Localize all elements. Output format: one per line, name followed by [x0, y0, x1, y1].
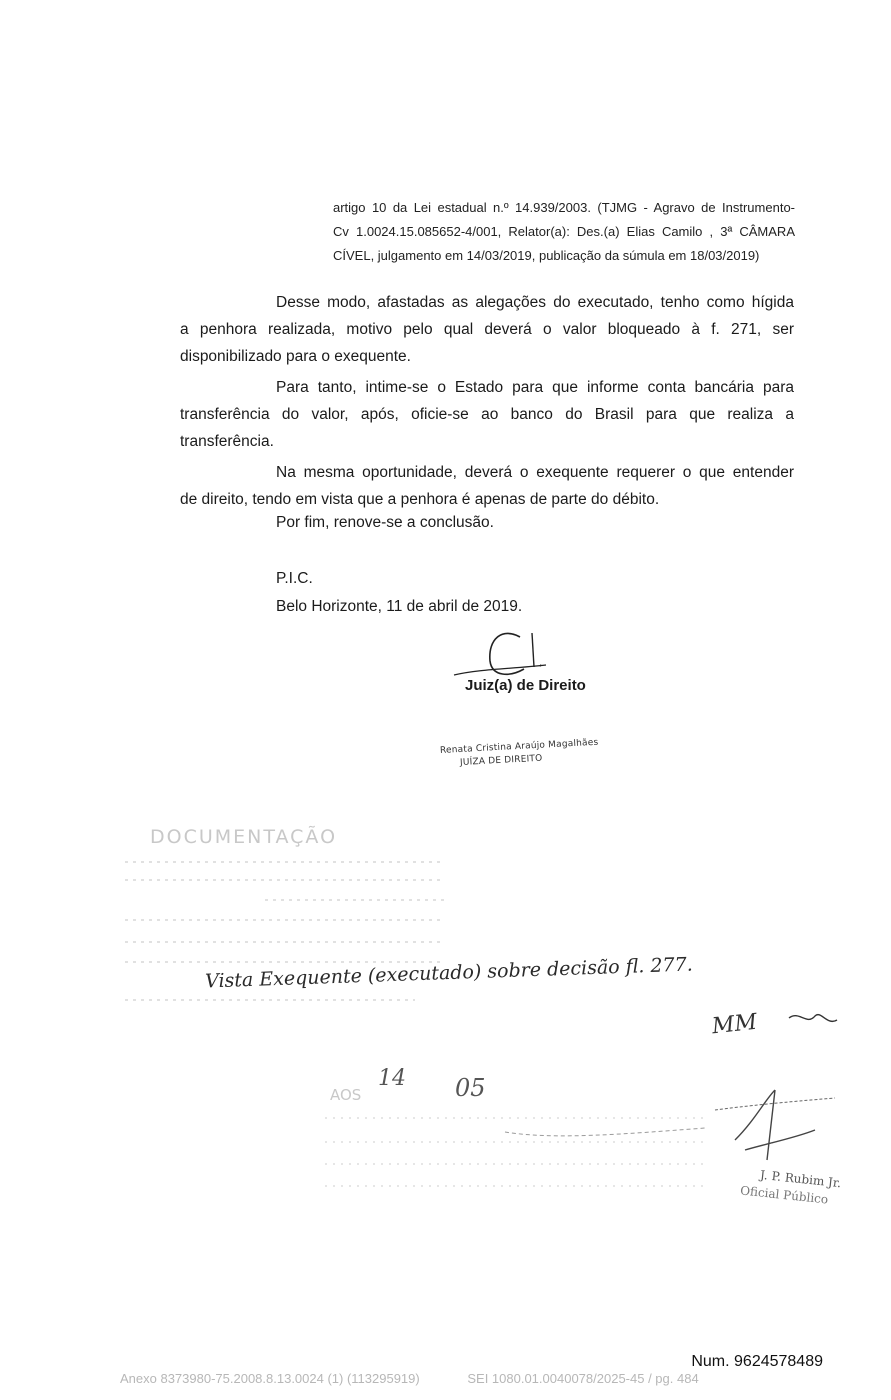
- paragraph-line: Na mesma oportunidade, deverá o exequente requerer o que entender: [276, 464, 794, 481]
- receipt-day: 14: [378, 1066, 406, 1091]
- footer-meta: [120, 1371, 699, 1386]
- handwritten-scribble: [785, 1008, 845, 1038]
- pic-line: P.I.C.: [276, 570, 313, 587]
- footer-sei: SEI 1080.01.0040078/2025-45 / pg. 484: [467, 1371, 699, 1386]
- closing-line: Por fim, renove-se a conclusão.: [276, 514, 494, 531]
- receipt-month: 05: [455, 1074, 486, 1102]
- paragraph-line: Desse modo, afastadas as alegações do executado, tenho como hígida: [276, 294, 794, 311]
- judge-stamp-role: JUÍZA DE DIREITO: [459, 753, 543, 768]
- paragraph-transferencia: [180, 374, 794, 455]
- paragraph-line: disponibilizado para o exequente.: [180, 348, 411, 365]
- paragraph-line: transferência do valor, após, oficie-se ao banco do Brasil para que realiza a: [180, 406, 794, 423]
- handwritten-note: Vista Exequente (executado) sobre decisão fl. 277.: [204, 953, 694, 993]
- paragraph-line: transferência.: [180, 433, 274, 450]
- footer-annex: Anexo 8373980-75.2008.8.13.0024 (1) (113295919): [120, 1371, 420, 1386]
- citation-line: artigo 10 da Lei estadual n.º 14.939/2003. (TJMG - Agravo de Instrumento-: [333, 200, 795, 215]
- place-date: Belo Horizonte, 11 de abril de 2019.: [276, 598, 523, 615]
- paragraph-exequente: [180, 459, 794, 513]
- paragraph-line: Para tanto, intime-se o Estado para que informe conta bancária para: [276, 379, 794, 396]
- receipt-lines: [325, 1100, 745, 1200]
- citation-block: [333, 196, 795, 268]
- handwritten-initials: MM: [710, 1009, 759, 1040]
- receipt-aos-label: AOS: [330, 1086, 362, 1104]
- paragraph-line: de direito, tendo em vista que a penhora é apenas de parte do débito.: [180, 491, 660, 508]
- citation-line: CÍVEL, julgamento em 14/03/2019, publicação da súmula em 18/03/2019): [333, 248, 760, 263]
- officer-stamp-role: Oficial Público: [739, 1183, 829, 1207]
- officer-stamp-name: J. P. Rubim Jr.: [759, 1167, 842, 1191]
- faded-stamp-title: DOCUMENTAÇÃO: [150, 826, 338, 848]
- paragraph-line: a penhora realizada, motivo pelo qual deverá o valor bloqueado à f. 271, ser: [180, 321, 794, 338]
- document-number: Num. 9624578489: [691, 1353, 823, 1370]
- judge-stamp-name: Renata Cristina Araújo Magalhães: [439, 737, 599, 756]
- citation-line: Cv 1.0024.15.085652-4/001, Relator(a): Des.(a) Elias Camilo , 3ª CÂMARA: [333, 224, 795, 239]
- paragraph-penhora: [180, 289, 794, 370]
- judge-title: Juiz(a) de Direito: [465, 677, 586, 694]
